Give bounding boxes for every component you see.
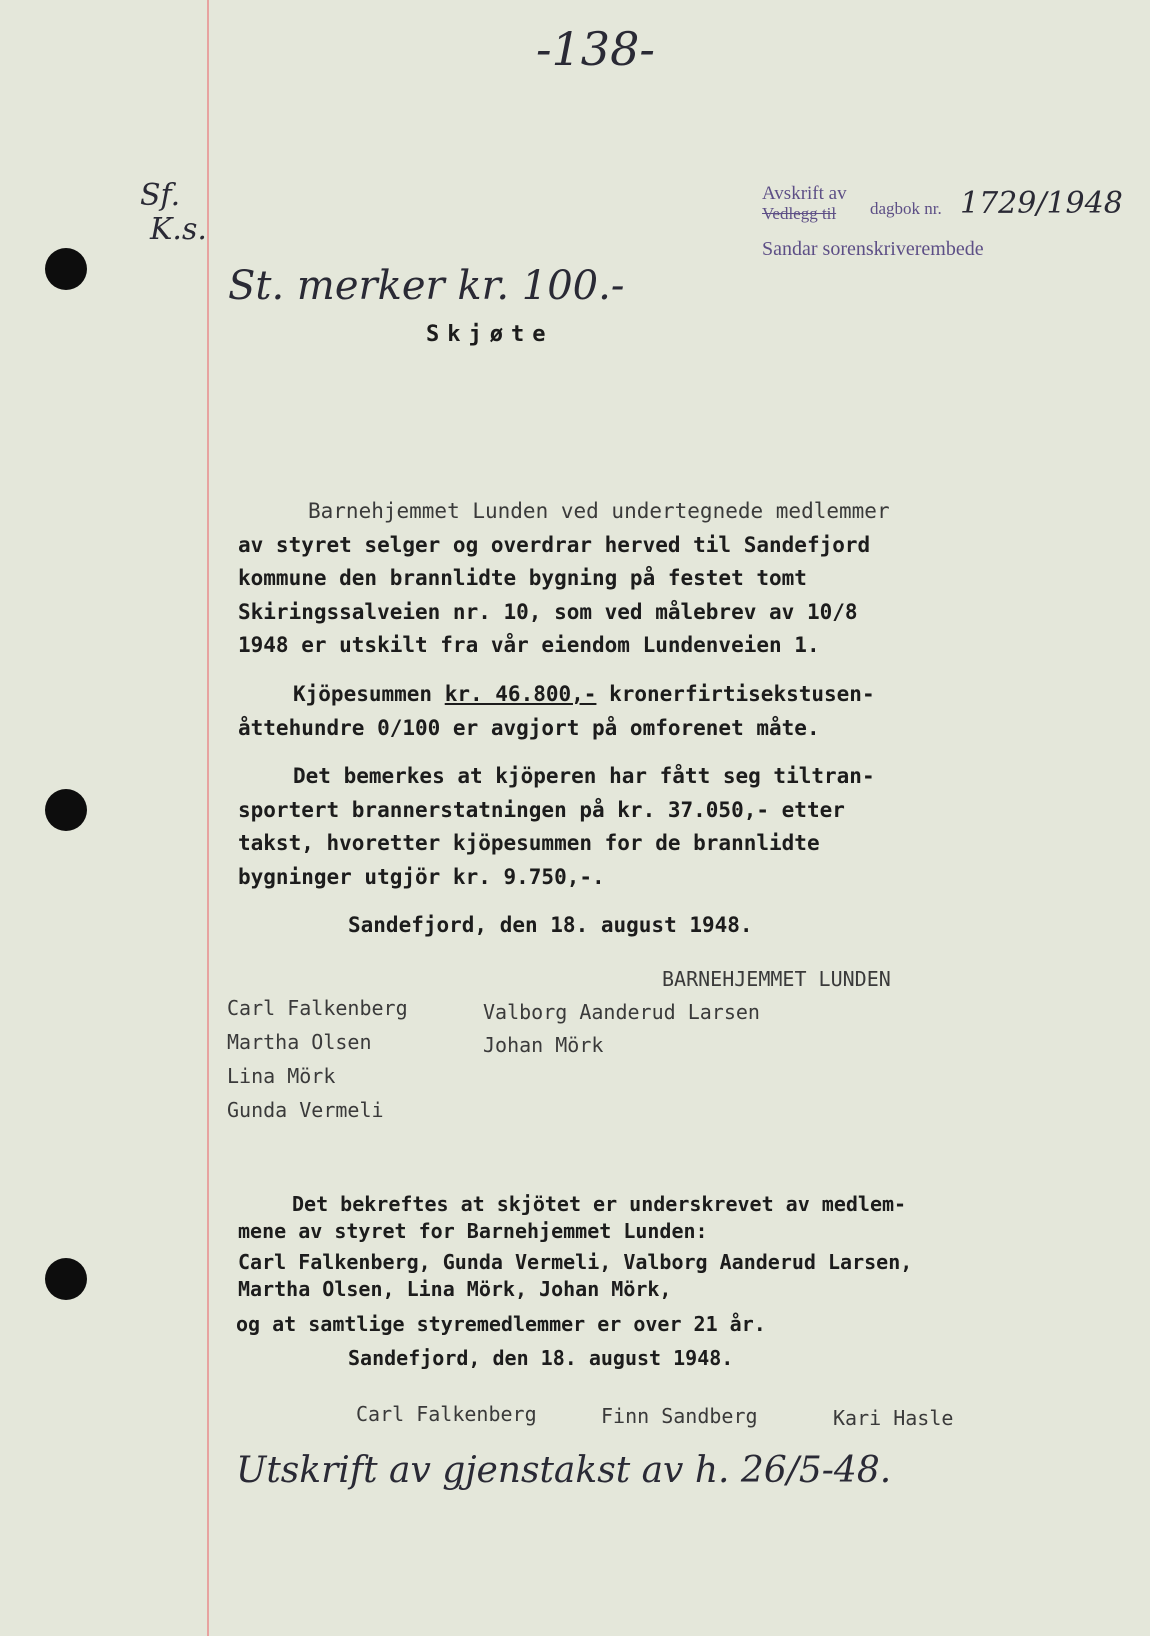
paragraph-line: 1948 er utskilt fra vår eiendom Lundenveien 1.: [238, 633, 820, 657]
paragraph-line: sportert brannerstatningen på kr. 37.050,- etter: [238, 797, 845, 822]
paragraph-line: av styret selger og overdrar herved til Sandefjord: [238, 532, 871, 557]
certification-date: Sandefjord, den 18. august 1948.: [348, 1346, 734, 1370]
signatory-left: Carl Falkenberg: [227, 996, 408, 1020]
witness-name: Finn Sandberg: [601, 1404, 758, 1428]
paragraph-text: Kjöpesummen: [293, 682, 445, 706]
paragraph-line: Det bemerkes at kjöperen har fått seg tiltran-: [293, 764, 875, 788]
punch-hole: [45, 1258, 87, 1300]
signatory-left: Lina Mörk: [227, 1064, 336, 1088]
document-title: Skjøte: [426, 322, 554, 347]
signatory-left: Gunda Vermeli: [227, 1098, 384, 1122]
stamp-line-1b: Vedlegg til: [762, 204, 837, 223]
stamp-dagbok-value: 1729/1948: [960, 186, 1123, 221]
stamp-dagbok-label: dagbok nr.: [870, 199, 942, 218]
witness-name: Kari Hasle: [833, 1406, 954, 1430]
corner-note-1: Sf.: [140, 178, 181, 213]
purchase-amount: kr. 46.800,-: [444, 682, 597, 706]
signatory-right: Valborg Aanderud Larsen: [483, 1000, 760, 1024]
certification-line: Martha Olsen, Lina Mörk, Johan Mörk,: [238, 1277, 672, 1301]
margin-line: [207, 0, 209, 1636]
signatory-right: Johan Mörk: [483, 1033, 604, 1057]
punch-hole: [45, 248, 87, 290]
certification-line: Det bekreftes at skjötet er underskrevet av medlem-: [292, 1192, 907, 1216]
stamp-line-1: Avskrift av: [762, 183, 847, 204]
certification-line: mene av styret for Barnehjemmet Lunden:: [238, 1219, 708, 1243]
certification: [238, 1191, 912, 1303]
paragraph-line: Skiringssalveien nr. 10, som ved målebrev av 10/8: [238, 599, 858, 624]
stamp-line-2: Sandar sorenskriverembede: [762, 238, 984, 260]
signatory-left: Martha Olsen: [227, 1030, 372, 1054]
handwritten-footer: Utskrift av gjenstakst av h. 26/5-48.: [236, 1450, 892, 1491]
paragraph-line: åttehundre 0/100 er avgjort på omforenet måte.: [238, 715, 820, 740]
seller-name: Barnehjemmet Lunden ved undertegnede medlemmer: [308, 499, 890, 523]
corner-note-2: K.s.: [150, 212, 207, 247]
paragraph-line: bygninger utgjör kr. 9.750,-.: [238, 864, 605, 889]
stamp-duty-note: St. merker kr. 100.-: [228, 263, 625, 309]
certification-line: Carl Falkenberg, Gunda Vermeli, Valborg Aanderud Larsen,: [238, 1250, 913, 1274]
page-number: -138-: [536, 22, 655, 76]
organization-name: BARNEHJEMMET LUNDEN: [662, 967, 891, 991]
certification-age-line: og at samtlige styremedlemmer er over 21 år.: [236, 1312, 766, 1336]
paragraph-line: kommune den brannlidte bygning på festet tomt: [238, 566, 807, 590]
witness-name: Carl Falkenberg: [356, 1402, 537, 1426]
paragraph-1: [238, 495, 890, 663]
deed-date: Sandefjord, den 18. august 1948.: [348, 913, 753, 937]
paragraph-text: kronerfirtisekstusen-: [596, 682, 875, 706]
punch-hole: [45, 789, 87, 831]
paragraph-line: takst, hvoretter kjöpesummen for de brannlidte: [238, 831, 820, 855]
paragraph-2: [238, 678, 875, 745]
paragraph-3: [238, 760, 875, 894]
